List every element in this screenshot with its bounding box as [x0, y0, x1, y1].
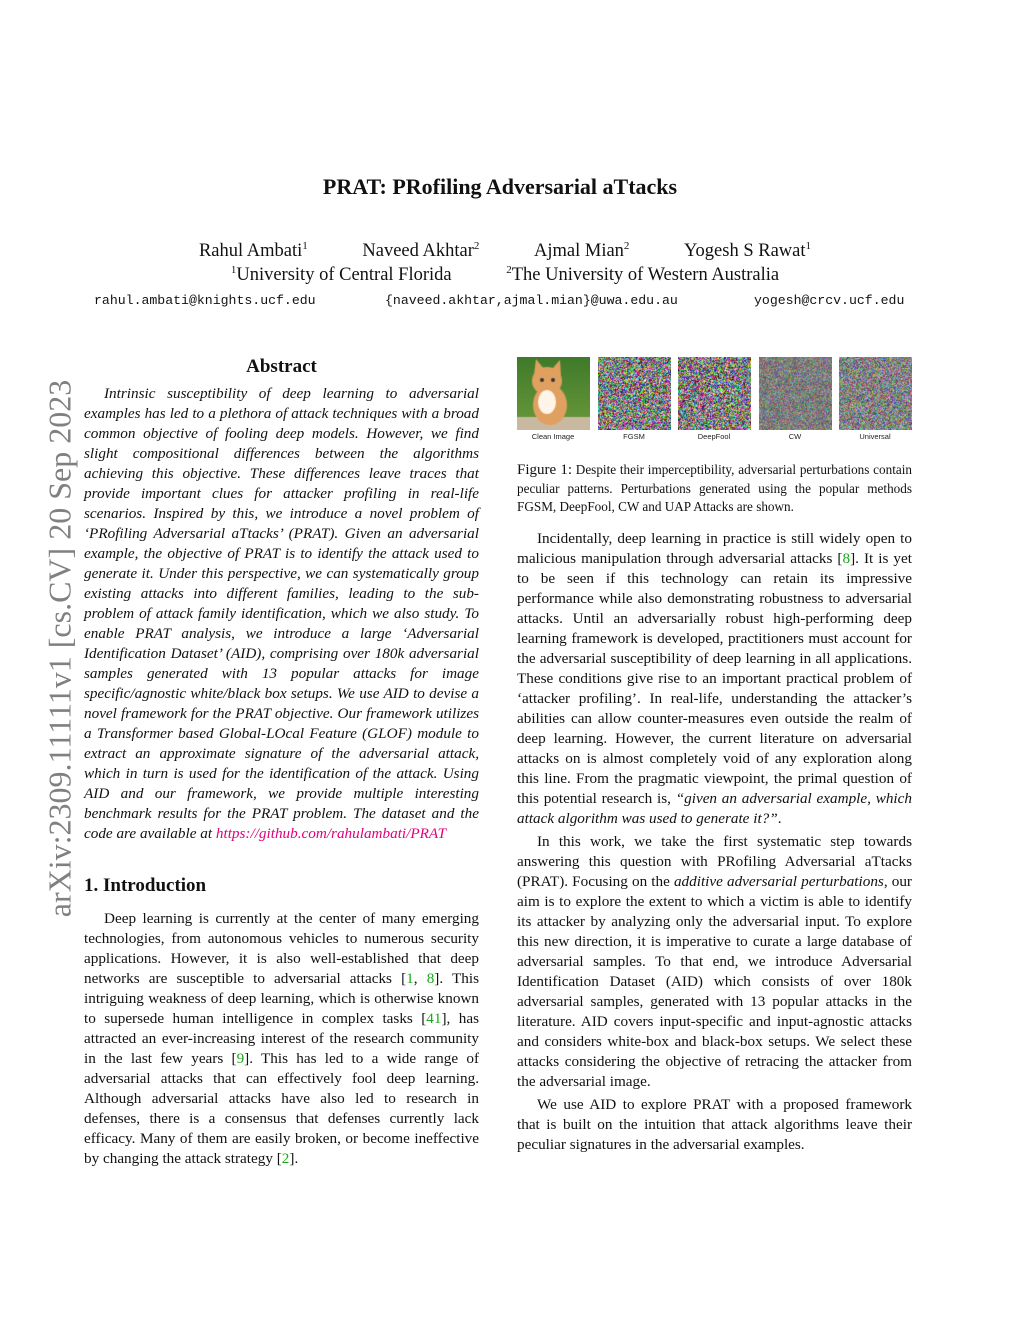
left-column — [84, 357, 479, 1169]
abstract-heading: Abstract — [246, 356, 317, 377]
text-span: ]. It is yet to be seen if this technology can retain its impressive performance while also demonstrating robustness to adversarial attacks. Until an adversarially robust high-performing deep learning framework is developed, practitioners must account for the adversarial susceptibility of deep learning in all applications. These conditions give rise to an important practical problem of ‘attacker profiling’. In real-life, understanding the attacker’s abilities can allow counter-measures even outside the realm of deep learning. However, the current literature on adversarial attacks on is almost completely void of any exploration along this line. From the pragmatic viewpoint, the primal question of this potential research is, — [517, 550, 912, 807]
text-span: , our aim is to explore the extent to which a victim is able to identify its attacker by analyzing only the adversarial input. To explore this new direction, it is imperative to curate a large database of adversarial samples. To that end, we introduce Adversarial Identification Dataset (AID) which consists of over 180k adversarial samples, generated with 13 popular attacks in the literature. AID covers input-specific and input-agnostic attacks and considers white-box and black-box setups. We select these attacks considering the objective of retracing the attacker from the adversarial image. — [517, 873, 912, 1090]
universal-perturbation-image — [839, 357, 912, 430]
text-span: We use AID to explore PRAT with a proposed framework that is built on the intuition that attack algorithms leave their peculiar signatures in the adversarial examples. — [517, 1096, 912, 1153]
text-span: ]. This intriguing weakness of deep learning, which is otherwise known to supersede human intelligence in complex tasks [ — [84, 970, 479, 1027]
arxiv-stamp: arXiv:2309.11111v1 [cs.CV] 20 Sep 2023 — [41, 379, 78, 918]
affiliation: $^2$The University of Western Australia — [506, 264, 780, 286]
citation-link[interactable]: 1 — [406, 970, 414, 987]
email: rahul.ambati@knights.ucf.edu — [94, 293, 316, 308]
citation-link[interactable]: 9 — [236, 1050, 245, 1067]
cw-perturbation-image — [759, 357, 832, 430]
text-span: ]. — [289, 1150, 299, 1167]
text-span: ], has attracted an ever-increasing interest of the research community in the last few years [ — [84, 1010, 479, 1067]
italic-text: “given an adversarial example, which attack algorithm was used to generate it?” — [517, 790, 912, 827]
author: Ajmal Mian$^2$ — [534, 240, 630, 262]
intro-right-text — [517, 529, 912, 1155]
paragraph — [84, 909, 479, 1169]
author: Yogesh S Rawat$^1$ — [684, 240, 812, 262]
figure-label: FGSM — [623, 432, 645, 441]
paragraph — [517, 832, 912, 1092]
paragraph — [517, 1095, 912, 1155]
code-link[interactable]: https://github.com/rahulambati/PRAT — [215, 825, 447, 842]
email: yogesh@crcv.ucf.edu — [754, 293, 905, 308]
affiliation-list — [0, 264, 1010, 286]
figure-label: Clean Image — [531, 432, 575, 441]
citation-link[interactable]: 8 — [426, 970, 435, 987]
author-list — [0, 240, 1010, 262]
citation-link[interactable]: 41 — [426, 1010, 442, 1027]
text-span: Incidentally, deep learning in practice is still widely open to malicious manipulation through adversarial attacks [ — [517, 530, 912, 567]
citation-link[interactable]: 2 — [281, 1150, 290, 1167]
figure-label: DeepFool — [697, 432, 731, 441]
abstract-text — [84, 384, 479, 844]
citation-link[interactable]: 8 — [842, 550, 851, 567]
text-span: ]. This has led to a wide range of adversarial attacks that can effectively fool deep learning. Although adversarial attacks have also led to research in defenses, there is a consensus that defenses currently lack efficacy. Many of them are easily broken, or become ineffective by changing the attack strategy [ — [84, 1050, 479, 1167]
text-span: . — [777, 810, 782, 827]
figure-label: Universal — [859, 432, 891, 441]
email: {naveed.akhtar,ajmal.mian}@uwa.edu.au — [385, 293, 678, 308]
section-heading: 1. Introduction — [84, 875, 207, 896]
fgsm-perturbation-image — [598, 357, 671, 430]
clean-image — [517, 357, 590, 430]
figure-caption: Figure 1: Despite their imperceptibility, adversarial perturbations contain peculiar patterns. Perturbations generated using the popular methods FGSM, DeepFool, CW and UAP Attacks are shown. — [517, 462, 912, 514]
text-span: In this work, we take the first systematic step towards answering this question with PRofiling Adversarial aTtacks (PRAT). Focusing on the — [517, 833, 912, 890]
intro-left-text — [84, 909, 479, 1169]
author: Rahul Ambati$^1$ — [198, 240, 308, 262]
paper-title: PRAT: PRofiling Adversarial aTtacks — [322, 174, 678, 199]
abstract-body: Intrinsic susceptibility of deep learning to adversarial examples has led to a plethora of attack techniques with a broad common objective of fooling deep models. However, we find slight compositional differences between the algorithms achieving this objective. These differences leave traces that provide important clues for attacker profiling in real-life scenarios. Inspired by this, we introduce a novel problem of ‘PRofiling Adversarial aTtacks’ (PRAT). Given an adversarial example, the objective of PRAT is to identify the attack used to generate it. Under this perspective, we can systematically group existing attacks into different families, leading to the sub-problem of attack family identification, which we also study. To enable PRAT analysis, we introduce a large ‘Adversarial Identification Dataset’ (AID), comprising over 180k adversarial samples generated with 13 popular attacks for image specific/agnostic white/black box setups. We use AID to devise a novel framework for the PRAT objective. Our framework utilizes a Transformer based Global-LOcal Feature (GLOF) module to extract an approximate signature of the adversarial attack, which in turn is used for the identification of the attack. Using AID and our framework, we provide multiple interesting benchmark results for the PRAT problem. The dataset and the code are available at — [84, 385, 479, 842]
deepfool-perturbation-image — [678, 357, 751, 430]
text-span: Deep learning is currently at the center of many emerging technologies, from autonomous vehicles to numerous security applications. However, it is also well-established that deep networks are susceptible to adversarial attacks [ — [84, 910, 479, 987]
text-span: , — [413, 970, 427, 987]
figure-label: CW — [788, 432, 802, 441]
affiliation: $^1$University of Central Florida — [230, 264, 452, 286]
paragraph — [517, 529, 912, 829]
italic-text: additive adversarial perturbations — [673, 873, 884, 890]
author: Naveed Akhtar$^2$ — [362, 240, 480, 262]
